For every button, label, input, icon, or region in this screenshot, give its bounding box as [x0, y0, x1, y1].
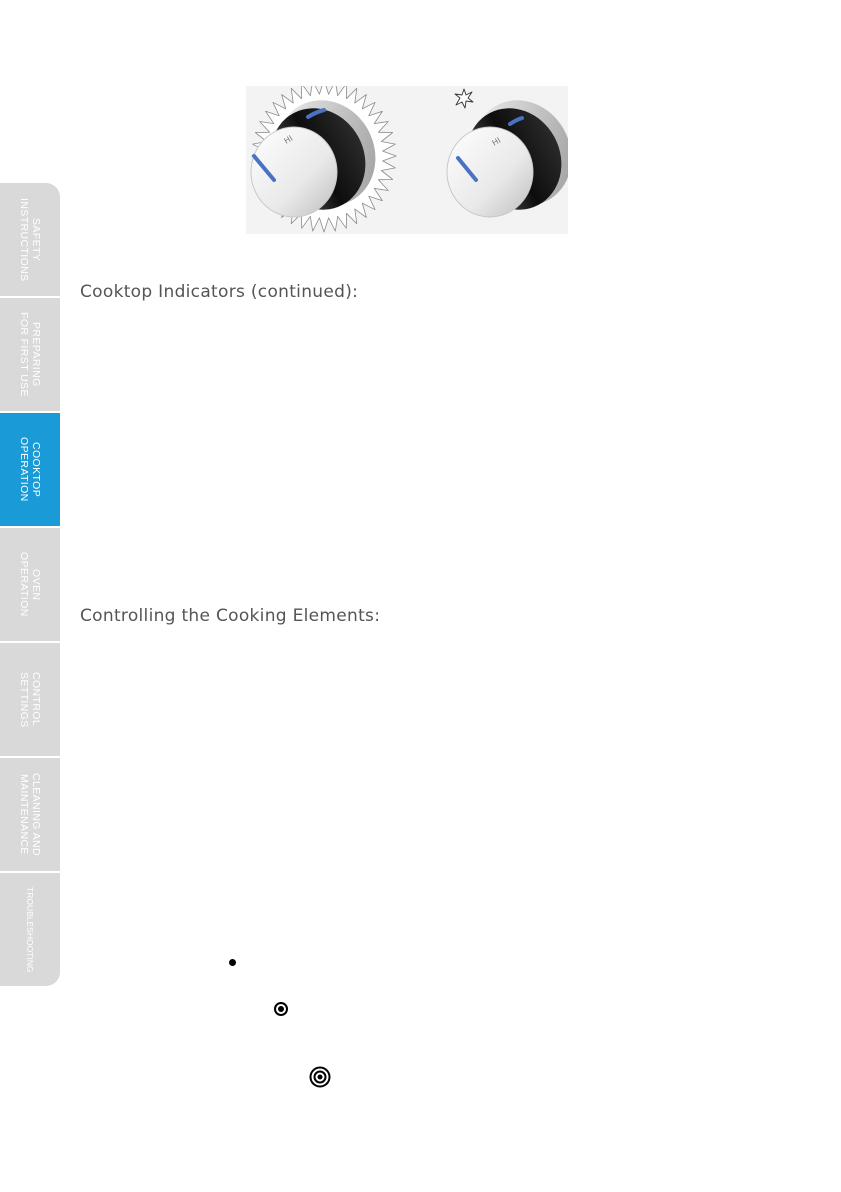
- tab-label: CLEANING AND MAINTENANCE: [18, 773, 42, 856]
- single-dot-icon: [229, 959, 236, 966]
- tab-label: COOKTOP OPERATION: [18, 437, 42, 502]
- cooktop-indicators-heading: Cooktop Indicators (continued):: [80, 282, 359, 302]
- tab-oven-operation[interactable]: [0, 528, 60, 643]
- knob-hi-label: HI: [282, 133, 295, 146]
- triple-ring-icon: [309, 1066, 331, 1088]
- tab-cooktop-operation[interactable]: [0, 413, 60, 528]
- controlling-elements-heading: Controlling the Cooking Elements:: [80, 606, 381, 626]
- tab-control-settings[interactable]: [0, 643, 60, 758]
- tab-label: PREPARING FOR FIRST USE: [18, 312, 42, 397]
- tab-troubleshooting[interactable]: [0, 873, 60, 986]
- tab-label: OVEN OPERATION: [18, 552, 42, 617]
- tab-preparing-for-first-use[interactable]: [0, 298, 60, 413]
- section-tabs: [0, 183, 60, 986]
- knob-hi-label: HI: [490, 135, 503, 148]
- tab-label: TROUBLESHOOTING: [25, 886, 35, 973]
- tab-label: CONTROL SETTINGS: [18, 671, 42, 728]
- tab-safety-instructions[interactable]: [0, 183, 60, 298]
- tab-cleaning-and-maintenance[interactable]: [0, 758, 60, 873]
- knob-illustration: [246, 86, 568, 234]
- tab-label: SAFETY INSTRUCTIONS: [18, 197, 42, 282]
- dual-ring-icon: [274, 1002, 288, 1016]
